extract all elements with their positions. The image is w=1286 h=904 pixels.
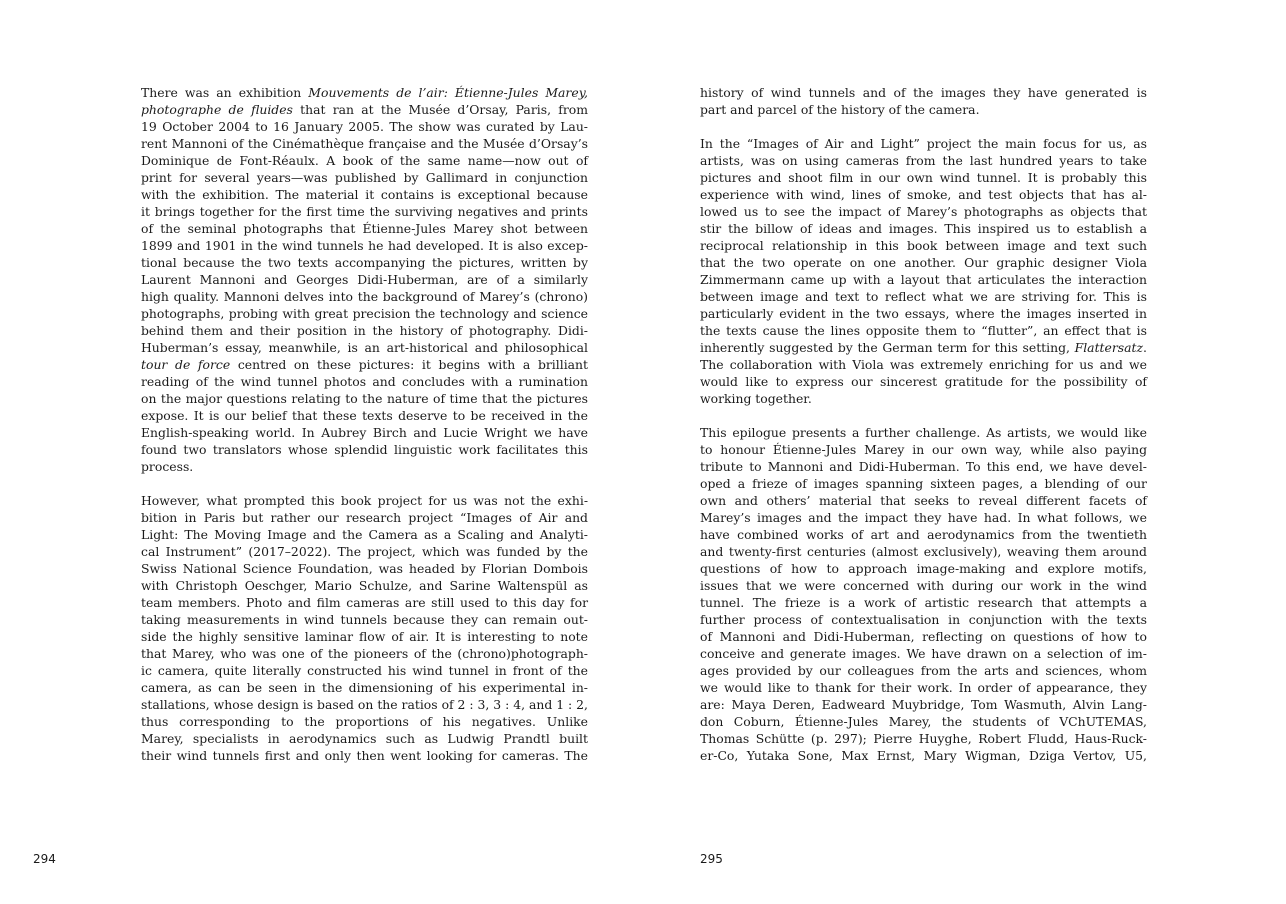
text-run: team members. Photo and film cameras are still used to this day for: [141, 595, 588, 610]
paragraph: [700, 135, 1147, 407]
text-run: history of wind tunnels and of the images they have generated is: [700, 85, 1147, 100]
text-line: [700, 594, 1147, 611]
text-line: [141, 424, 588, 441]
text-run: However, what prompted this book project for us was not the exhi-: [141, 493, 588, 508]
text-line: [700, 424, 1147, 441]
text-run: behind them and their position in the history of photography. Didi-: [141, 323, 588, 338]
text-line: [141, 747, 588, 764]
text-run: we would like to thank for their work. In order of appearance, they: [700, 680, 1147, 695]
text-line: [700, 696, 1147, 713]
text-run: of Mannoni and Didi-Huberman, reflecting on questions of how to: [700, 629, 1147, 644]
text-run: with the exhibition. The material it contains is exceptional because: [141, 187, 588, 202]
text-line: [141, 577, 588, 594]
text-line: [700, 577, 1147, 594]
text-line: [141, 271, 588, 288]
text-run: In the “Images of Air and Light” project the main focus for us, as: [700, 136, 1147, 151]
text-run: er-Co, Yutaka Sone, Max Ernst, Mary Wigman, Dziga Vertov, U5,: [700, 748, 1147, 763]
text-run: with Christoph Oeschger, Mario Schulze, and Sarine Waltenspül as: [141, 578, 588, 593]
text-run: would like to express our sincerest gratitude for the possibility of: [700, 374, 1147, 389]
text-line: [141, 305, 588, 322]
text-run: centred on these pictures: it begins with a brilliant: [230, 357, 589, 372]
text-run: that Marey, who was one of the pioneers of the (chrono)photograph-: [141, 646, 588, 661]
text-line: [700, 611, 1147, 628]
text-run: process.: [141, 459, 194, 474]
text-run: The collaboration with Viola was extremely enriching for us and we: [700, 357, 1147, 372]
text-run: This epilogue presents a further challenge. As artists, we would like: [700, 425, 1147, 440]
text-line: [700, 373, 1147, 390]
text-line: [141, 339, 588, 356]
text-line: [141, 356, 588, 373]
text-line: [700, 645, 1147, 662]
text-line: [141, 373, 588, 390]
text-line: [141, 628, 588, 645]
paragraph: [141, 492, 588, 764]
text-line: [141, 407, 588, 424]
text-line: [141, 254, 588, 271]
text-run: Dominique de Font-Réaulx. A book of the same name—now out of: [141, 153, 588, 168]
text-run: have combined works of art and aerodynamics from the twentieth: [700, 527, 1147, 542]
text-run: ic camera, quite literally constructed his wind tunnel in front of the: [141, 663, 588, 678]
text-run: thus corresponding to the proportions of his negatives. Unlike: [141, 714, 588, 729]
text-line: [141, 135, 588, 152]
page-number: 294: [33, 852, 56, 866]
text-line: [141, 713, 588, 730]
text-line: [141, 203, 588, 220]
text-run: further process of contextualisation in conjunction with the texts: [700, 612, 1147, 627]
text-line: [141, 730, 588, 747]
text-line: [700, 662, 1147, 679]
text-line: [700, 475, 1147, 492]
text-run: their wind tunnels first and only then went looking for cameras. The: [141, 748, 588, 763]
text-line: [700, 305, 1147, 322]
text-run: it brings together for the first time the surviving negatives and prints: [141, 204, 588, 219]
italic-text: photographe de fluides: [141, 102, 293, 117]
text-line: [141, 611, 588, 628]
paragraph: [141, 84, 588, 475]
text-line: [700, 203, 1147, 220]
text-run: There was an exhibition: [141, 85, 309, 100]
text-line: [141, 169, 588, 186]
text-line: [700, 560, 1147, 577]
text-line: [700, 390, 1147, 407]
text-line: [141, 696, 588, 713]
text-line: [700, 730, 1147, 747]
left-text-column: [141, 84, 588, 764]
text-run: the texts cause the lines opposite them to “flutter”, an effect that is: [700, 323, 1147, 338]
italic-text: Flattersatz: [1074, 340, 1144, 355]
text-line: [141, 322, 588, 339]
text-line: [700, 679, 1147, 696]
text-line: [700, 339, 1147, 356]
text-line: [700, 169, 1147, 186]
text-run: oped a frieze of images spanning sixteen pages, a blending of our: [700, 476, 1147, 491]
text-run: taking measurements in wind tunnels because they can remain out-: [141, 612, 588, 627]
text-line: [700, 713, 1147, 730]
text-run: lowed us to see the impact of Marey’s photographs as objects that: [700, 204, 1147, 219]
text-line: [700, 288, 1147, 305]
text-line: [700, 458, 1147, 475]
text-run: camera, as can be seen in the dimensioning of his experimental in-: [141, 680, 588, 695]
text-run: particularly evident in the two essays, where the images inserted in: [700, 306, 1147, 321]
text-line: [700, 271, 1147, 288]
text-run: of the seminal photographs that Étienne-Jules Marey shot between: [141, 221, 588, 236]
text-line: [141, 220, 588, 237]
text-line: [700, 526, 1147, 543]
text-run: English-speaking world. In Aubrey Birch and Lucie Wright we have: [141, 425, 588, 440]
text-run: don Coburn, Étienne-Jules Marey, the students of VChUTEMAS,: [700, 714, 1147, 729]
text-run: 19 October 2004 to 16 January 2005. The show was curated by Lau-: [141, 119, 588, 134]
text-line: [141, 560, 588, 577]
text-run: are: Maya Deren, Eadweard Muybridge, Tom Wasmuth, Alvin Lang-: [700, 697, 1147, 712]
text-run: print for several years—was published by Gallimard in conjunction: [141, 170, 588, 185]
text-line: [141, 84, 588, 101]
text-line: [700, 509, 1147, 526]
text-run: reading of the wind tunnel photos and concludes with a rumination: [141, 374, 588, 389]
text-run: 1899 and 1901 in the wind tunnels he had developed. It is also excep-: [141, 238, 588, 253]
text-run: found two translators whose splendid linguistic work facilitates this: [141, 442, 588, 457]
text-run: high quality. Mannoni delves into the background of Marey’s (chrono): [141, 289, 588, 304]
text-run: .: [1143, 340, 1147, 355]
text-line: [700, 628, 1147, 645]
italic-text: tour de force: [141, 357, 231, 372]
text-run: Thomas Schütte (p. 297); Pierre Huyghe, Robert Fludd, Haus-Ruck-: [700, 731, 1147, 746]
page-number: 295: [700, 852, 723, 866]
text-run: working together.: [700, 391, 812, 406]
text-run: rent Mannoni of the Cinémathèque française and the Musée d’Orsay’s: [141, 136, 588, 151]
text-run: issues that we were concerned with during our work in the wind: [700, 578, 1147, 593]
text-run: experience with wind, lines of smoke, and test objects that has al-: [700, 187, 1147, 202]
text-line: [700, 254, 1147, 271]
text-line: [141, 645, 588, 662]
text-line: [141, 390, 588, 407]
text-run: artists, was on using cameras from the last hundred years to take: [700, 153, 1147, 168]
text-run: reciprocal relationship in this book between image and text such: [700, 238, 1147, 253]
text-run: and twenty-first centuries (almost exclusively), weaving them around: [700, 544, 1147, 559]
right-text-column: [700, 84, 1147, 764]
text-run: stir the billow of ideas and images. This inspired us to establish a: [700, 221, 1147, 236]
text-line: [141, 101, 588, 118]
text-run: to honour Étienne-Jules Marey in our own way, while also paying: [700, 442, 1147, 457]
text-line: [141, 152, 588, 169]
text-line: [700, 135, 1147, 152]
text-run: Zimmermann came up with a layout that articulates the interaction: [700, 272, 1147, 287]
paragraph: [700, 424, 1147, 764]
text-line: [141, 662, 588, 679]
text-run: that ran at the Musée d’Orsay, Paris, from: [292, 102, 588, 117]
text-run: own and others’ material that seeks to reveal different facets of: [700, 493, 1147, 508]
text-run: cal Instrument” (2017–2022). The project, which was funded by the: [141, 544, 588, 559]
text-line: [700, 747, 1147, 764]
text-run: expose. It is our belief that these texts deserve to be received in the: [141, 408, 588, 423]
text-line: [700, 220, 1147, 237]
text-run: questions of how to approach image-making and explore motifs,: [700, 561, 1147, 576]
text-line: [141, 288, 588, 305]
text-run: Marey, specialists in aerodynamics such as Ludwig Prandtl built: [141, 731, 588, 746]
text-line: [700, 186, 1147, 203]
text-run: ages provided by our colleagues from the arts and sciences, whom: [700, 663, 1147, 678]
text-run: inherently suggested by the German term for this setting,: [700, 340, 1075, 355]
text-line: [700, 322, 1147, 339]
text-line: [141, 237, 588, 254]
text-run: between image and text to reflect what we are striving for. This is: [700, 289, 1147, 304]
text-run: tribute to Mannoni and Didi-Huberman. To this end, we have devel-: [700, 459, 1147, 474]
text-run: conceive and generate images. We have drawn on a selection of im-: [700, 646, 1147, 661]
text-run: Marey’s images and the impact they have had. In what follows, we: [700, 510, 1147, 525]
text-run: on the major questions relating to the nature of time that the pictures: [141, 391, 588, 406]
text-line: [141, 492, 588, 509]
text-line: [141, 186, 588, 203]
text-line: [141, 509, 588, 526]
text-run: Light: The Moving Image and the Camera as a Scaling and Analyti-: [141, 527, 588, 542]
text-run: bition in Paris but rather our research project “Images of Air and: [141, 510, 588, 525]
text-line: [141, 594, 588, 611]
text-line: [700, 237, 1147, 254]
text-run: that the two operate on one another. Our graphic designer Viola: [700, 255, 1147, 270]
text-run: tunnel. The frieze is a work of artistic research that attempts a: [700, 595, 1147, 610]
text-line: [141, 118, 588, 135]
italic-text: Mouvements de l’air: Étienne-Jules Marey,: [308, 85, 588, 100]
text-run: Huberman’s essay, meanwhile, is an art-historical and philosophical: [141, 340, 588, 355]
text-run: Laurent Mannoni and Georges Didi-Huberman, are of a similarly: [141, 272, 588, 287]
text-line: [700, 441, 1147, 458]
text-run: photographs, probing with great precision the technology and science: [141, 306, 588, 321]
text-line: [141, 679, 588, 696]
text-line: [700, 543, 1147, 560]
right-page: [643, 0, 1286, 904]
text-line: [141, 526, 588, 543]
text-line: [141, 458, 588, 475]
text-line: [700, 101, 1147, 118]
text-line: [700, 492, 1147, 509]
text-line: [141, 543, 588, 560]
text-run: pictures and shoot film in our own wind tunnel. It is probably this: [700, 170, 1147, 185]
text-line: [700, 356, 1147, 373]
text-run: tional because the two texts accompanying the pictures, written by: [141, 255, 588, 270]
text-run: Swiss National Science Foundation, was headed by Florian Dombois: [141, 561, 588, 576]
text-run: stallations, whose design is based on the ratios of 2 : 3, 3 : 4, and 1 : 2,: [141, 697, 588, 712]
text-line: [700, 84, 1147, 101]
paragraph: [700, 84, 1147, 118]
text-run: side the highly sensitive laminar flow of air. It is interesting to note: [141, 629, 588, 644]
text-run: part and parcel of the history of the camera.: [700, 102, 980, 117]
text-line: [141, 441, 588, 458]
text-line: [700, 152, 1147, 169]
